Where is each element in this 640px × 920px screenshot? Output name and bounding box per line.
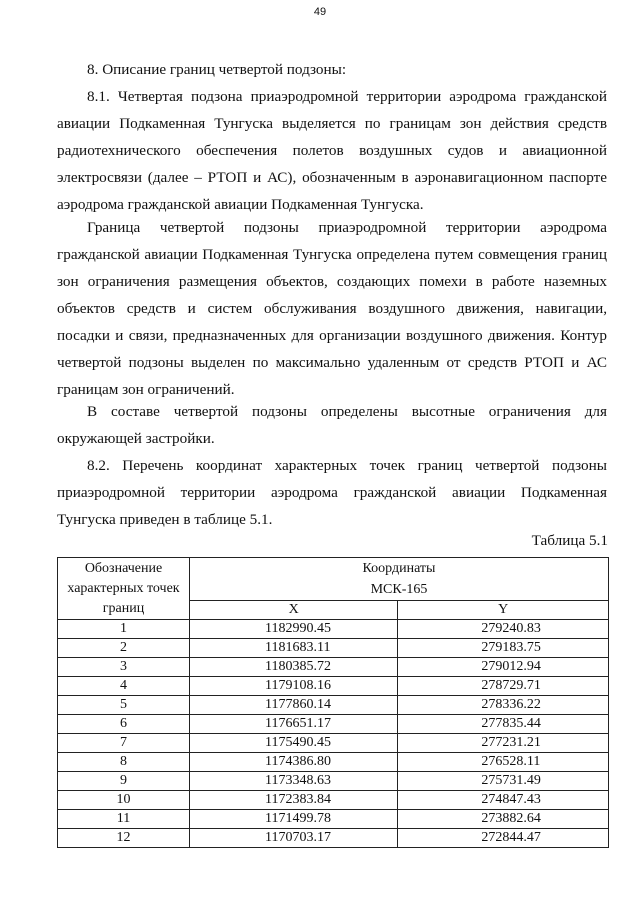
table-row <box>58 810 609 829</box>
coord-y: 279012.94 <box>398 658 609 677</box>
coord-x: 1180385.72 <box>190 658 398 677</box>
coord-x: 1175490.45 <box>190 734 398 753</box>
point-number: 3 <box>58 658 190 677</box>
page-number: 49 <box>313 6 327 18</box>
coord-x: 1176651.17 <box>190 715 398 734</box>
point-number: 5 <box>58 696 190 715</box>
coord-x: 1182990.45 <box>190 620 398 639</box>
point-number: 6 <box>58 715 190 734</box>
point-number: 11 <box>58 810 190 829</box>
table-row <box>58 829 609 848</box>
table-row <box>58 620 609 639</box>
coord-x: 1172383.84 <box>190 791 398 810</box>
coord-x: 1179108.16 <box>190 677 398 696</box>
header-y: Y <box>398 601 609 620</box>
coord-y: 272844.47 <box>398 829 609 848</box>
coord-y: 274847.43 <box>398 791 609 810</box>
coord-x: 1173348.63 <box>190 772 398 791</box>
point-number: 10 <box>58 791 190 810</box>
point-number: 12 <box>58 829 190 848</box>
point-number: 7 <box>58 734 190 753</box>
point-number: 8 <box>58 753 190 772</box>
table-row <box>58 696 609 715</box>
coord-y: 278729.71 <box>398 677 609 696</box>
coord-y: 277835.44 <box>398 715 609 734</box>
coord-x: 1171499.78 <box>190 810 398 829</box>
coord-x: 1177860.14 <box>190 696 398 715</box>
section-heading: 8. Описание границ четвертой подзоны: <box>87 61 347 78</box>
table-row <box>58 753 609 772</box>
table-row <box>58 715 609 734</box>
coord-y: 276528.11 <box>398 753 609 772</box>
header-coordinates-system: МСК-165 <box>370 582 428 597</box>
header-coordinates-title: Координаты <box>362 561 436 576</box>
table-row <box>58 772 609 791</box>
table-row <box>58 639 609 658</box>
header-designation: Обозначение характерных точек границ <box>58 558 190 620</box>
table-caption: Таблица 5.1 <box>531 532 608 549</box>
coord-y: 279183.75 <box>398 639 609 658</box>
coord-x: 1181683.11 <box>190 639 398 658</box>
paragraph-8-1: 8.1. Четвертая подзона приаэродромной территории аэродрома гражданской авиации Подкаменная Тунгуска выделяется по границам зон действия средств радиотехнического обеспечения полетов воздушных судов и авиационной электросвязи (далее – РТОП и АС), обозначенным в аэронавигационном паспорте аэродрома гражданской авиации Подкаменная Тунгуска. <box>57 88 607 213</box>
coord-y: 279240.83 <box>398 620 609 639</box>
coordinates-table <box>57 557 609 848</box>
point-number: 2 <box>58 639 190 658</box>
coord-x: 1174386.80 <box>190 753 398 772</box>
coord-y: 278336.22 <box>398 696 609 715</box>
table-row <box>58 658 609 677</box>
paragraph-boundary: Граница четвертой подзоны приаэродромной территории аэродрома гражданской авиации Подкаменная Тунгуска определена путем совмещения границ зон ограничения размещения объектов, создающих помехи в работе наземных объектов средств и систем обслуживания воздушного движения, навигации, посадки и связи, предназначенных для организации воздушного движения. Контур четвертой подзоны выделен по максимально удаленным от средств РТОП и АС границам зон ограничений. <box>57 219 607 398</box>
table-row <box>58 677 609 696</box>
header-coordinates <box>190 558 609 601</box>
point-number: 9 <box>58 772 190 791</box>
table-row <box>58 791 609 810</box>
coord-y: 277231.21 <box>398 734 609 753</box>
coord-y: 273882.64 <box>398 810 609 829</box>
paragraph-8-2: 8.2. Перечень координат характерных точек границ четвертой подзоны приаэродромной территории аэродрома гражданской авиации Подкаменная Тунгуска приведен в таблице 5.1. <box>57 457 607 528</box>
coord-x: 1170703.17 <box>190 829 398 848</box>
point-number: 4 <box>58 677 190 696</box>
table-row <box>58 734 609 753</box>
paragraph-height-limits: В составе четвертой подзоны определены высотные ограничения для окружающей застройки. <box>57 403 607 447</box>
coord-y: 275731.49 <box>398 772 609 791</box>
point-number: 1 <box>58 620 190 639</box>
header-x: X <box>190 601 398 620</box>
